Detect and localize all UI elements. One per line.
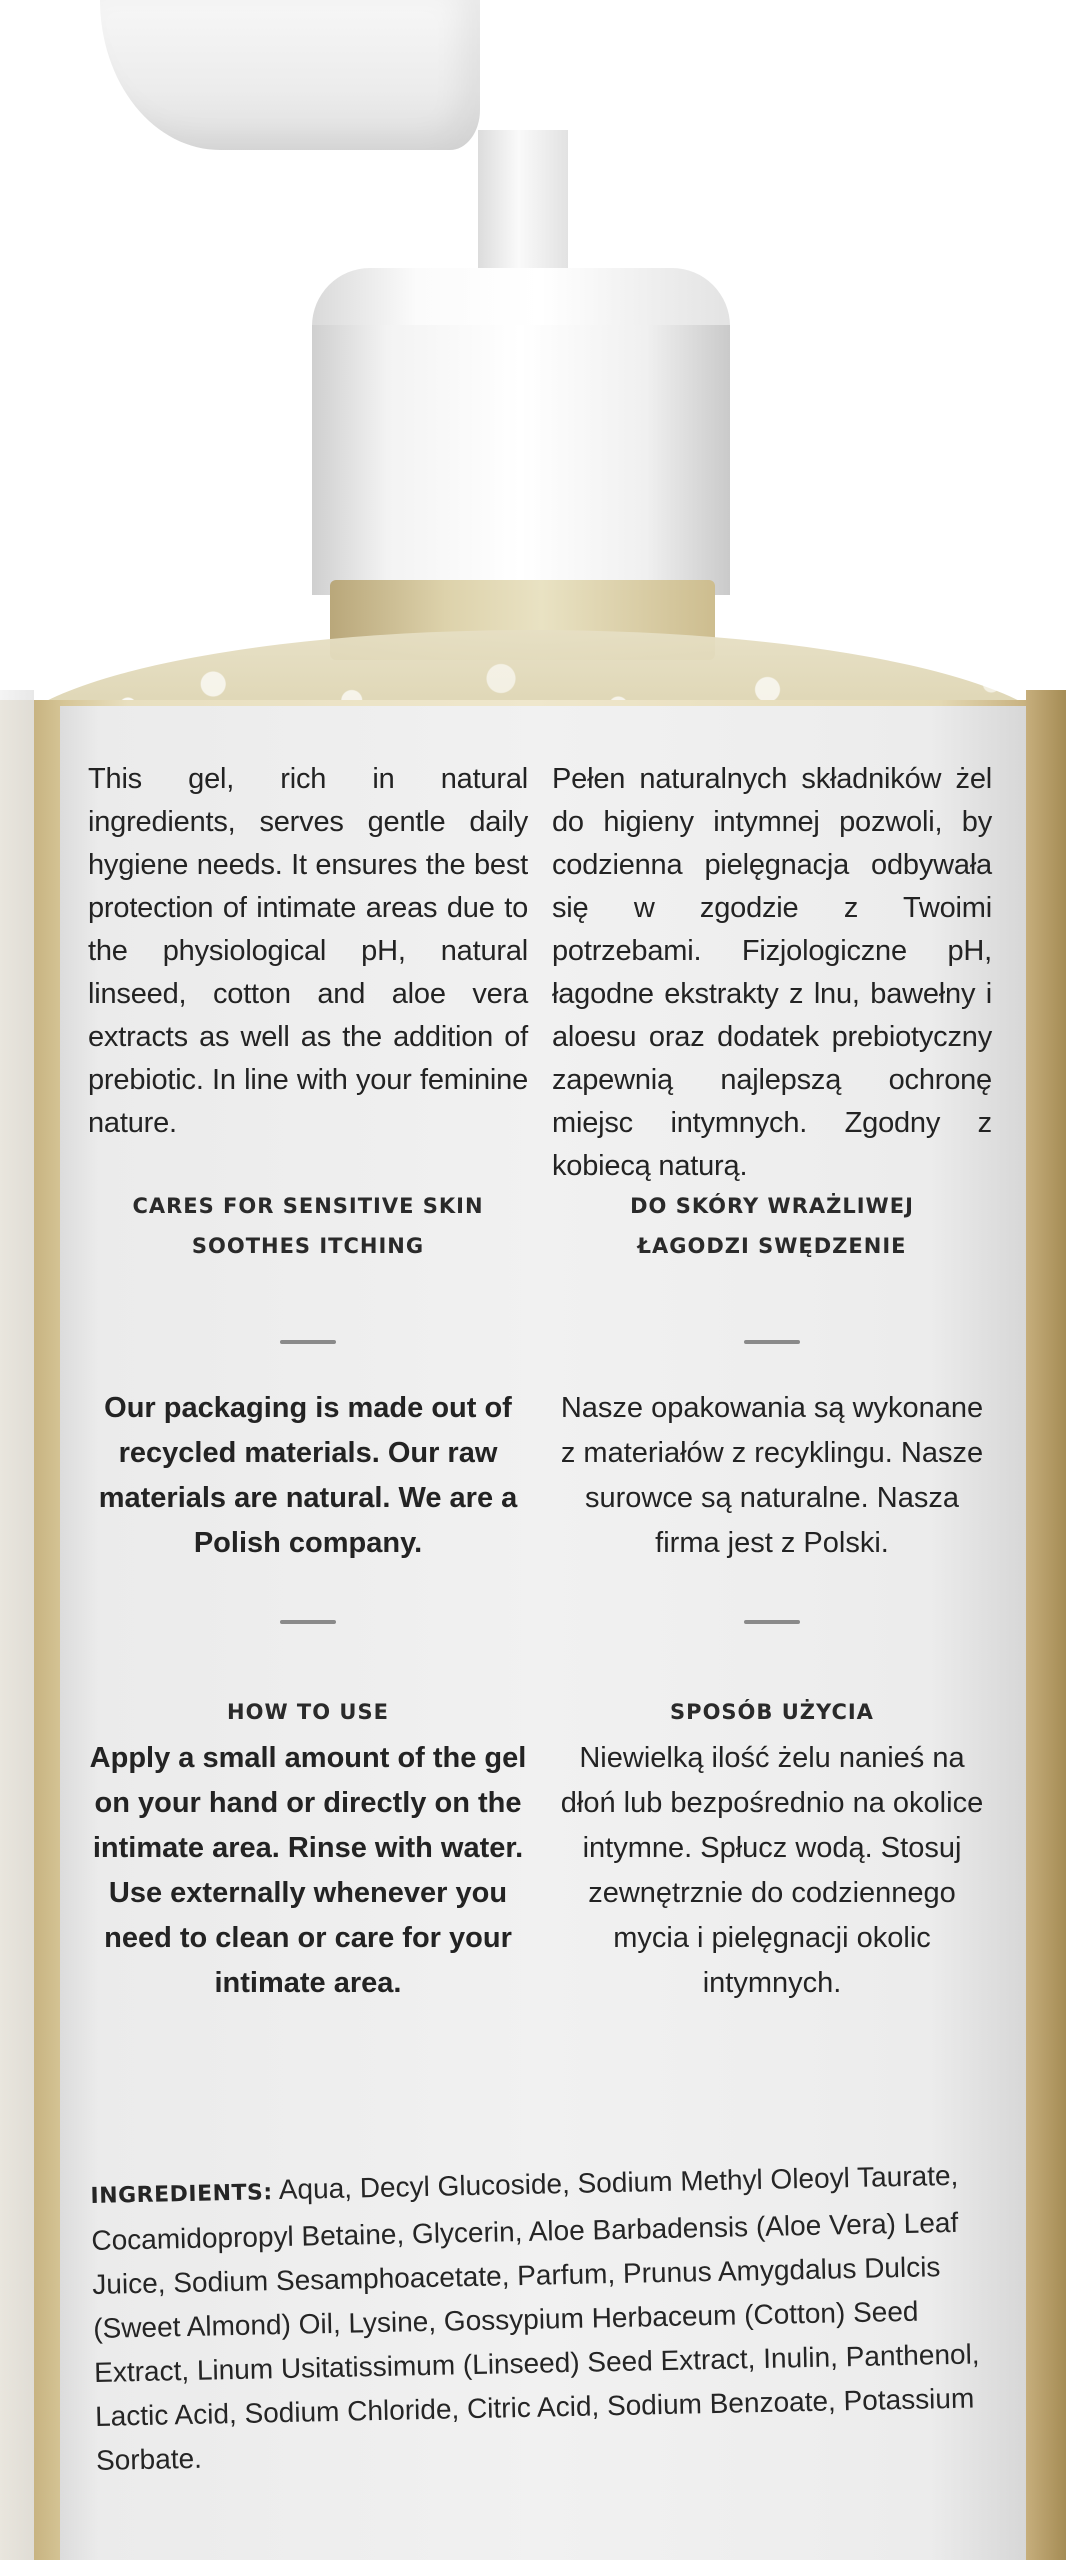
- ingredients-text: Aqua, Decyl Glucoside, Sodium Methyl Oleoyl Taurate, Cocamidopropyl Betaine, Glycerin, Aloe Barbadensis (Aloe Vera) Leaf Juice, Sodium Sesamphoacetate, Parfum, Prunus Amygdalus Dulcis (Sweet Almond) Oil, Lysine, Gossypium Herbaceum (Cotton) Seed Extract, Linum Usitatissimum (Linseed) Seed Extract, Inulin, Panthenol, Lactic Acid, Sodium Chloride, Citric Acid, Sodium Benzoate, Potassium Sorbate.: [91, 2159, 980, 2476]
- howto-text-pl: Niewielką ilość żelu nanieś na dłoń lub bezpośrednio na okolice intymne. Spłucz wodą. Stosuj zewnętrznie do codziennego mycia i pielęgnacji okolic intymnych.: [560, 1742, 984, 1999]
- description-en-text: This gel, rich in natural ingredients, serves gentle daily hygiene needs. It ensures the best protection of intimate areas due to the physiological pH, natural linseed, cotton and aloe vera extracts as well as the addition of prebiotic. In line with your feminine nature.: [88, 763, 528, 1139]
- description-en: [88, 758, 528, 1145]
- divider-left-2: [280, 1620, 336, 1624]
- eco-text-pl: Nasze opakowania są wykonane z materiałów z recyklingu. Nasze surowce są naturalne. Nasza firma jest z Polski.: [560, 1392, 984, 1559]
- eco-text-en: Our packaging is made out of recycled materials. Our raw materials are natural. We are a Polish company.: [98, 1392, 518, 1559]
- howto-title-pl: SPOSÓB UŻYCIA: [670, 1700, 874, 1724]
- product-label: [60, 706, 1026, 2560]
- ingredients-block: [90, 2153, 996, 2483]
- claim-skora-wrazliwa: DO SKÓRY WRAŻLIWEJ: [630, 1194, 914, 1218]
- claims-pl: [552, 1186, 992, 1266]
- claims-en: [88, 1186, 528, 1266]
- howto-text-en: Apply a small amount of the gel on your hand or directly on the intimate area. Rinse with water. Use externally whenever you need to clean or care for your intimate area.: [89, 1742, 527, 1999]
- pump-stem: [478, 130, 568, 280]
- description-pl-text: Pełen naturalnych składników żel do higieny intymnej pozwoli, by codzienna pielęgnacja odbywała się w zgodzie z Twoimi potrzebami. Fizjologiczne pH, łagodne ekstrakty z lnu, bawełny i aloesu oraz dodatek prebiotyczny zapewnią najlepszą ochronę miejsc intymnych. Zgodny z kobiecą naturą.: [552, 763, 992, 1182]
- claim-lagodzi-swedzenie: ŁAGODZI SWĘDZENIE: [637, 1234, 907, 1258]
- description-pl: [552, 758, 992, 1188]
- bottle-left-edge: [0, 690, 34, 2560]
- pump-collar: [312, 325, 730, 595]
- ingredients-label: INGREDIENTS:: [90, 2180, 273, 2209]
- claim-sensitive-skin: CARES FOR SENSITIVE SKIN: [132, 1194, 484, 1218]
- divider-right-2: [744, 1620, 800, 1624]
- pump-nozzle: [100, 0, 480, 150]
- bottle-right-edge: [1026, 690, 1066, 2560]
- divider-right-1: [744, 1340, 800, 1344]
- divider-left-1: [280, 1340, 336, 1344]
- howto-title-en: HOW TO USE: [227, 1700, 389, 1724]
- pump-cap: [312, 268, 730, 330]
- claim-soothes-itching: SOOTHES ITCHING: [191, 1234, 425, 1258]
